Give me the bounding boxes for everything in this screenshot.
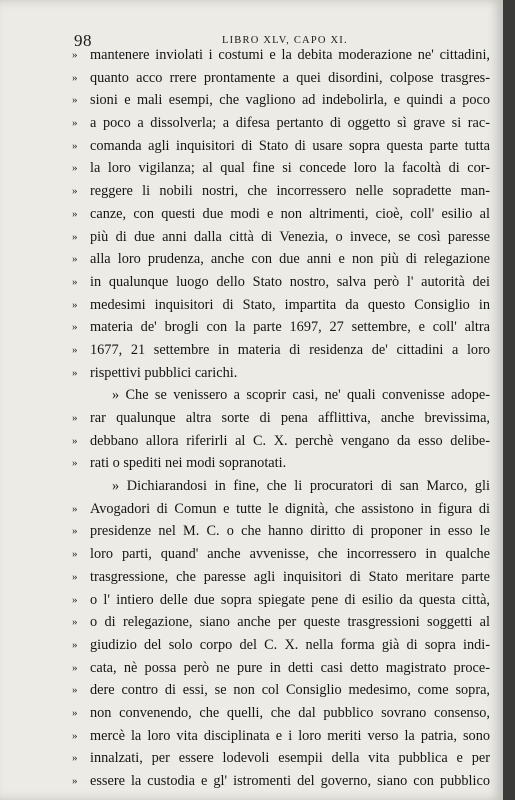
- quote-mark: »: [72, 185, 78, 198]
- text-line: [70, 407, 490, 430]
- text-line: [70, 89, 490, 112]
- text-line: [70, 702, 490, 725]
- text-line: [70, 44, 490, 67]
- quote-mark: »: [72, 253, 78, 266]
- quote-mark: »: [72, 729, 78, 742]
- line-text: comanda agli inquisitori di Stato di usare sopra questa parte tutta: [90, 137, 490, 154]
- page-number: 98: [74, 31, 92, 50]
- line-text: reggere li nobili nostri, che incorressero nelle sopradette man-: [90, 183, 490, 200]
- quote-mark: »: [72, 638, 78, 651]
- text-line: [70, 589, 490, 612]
- text-line: [70, 316, 490, 339]
- quote-mark: »: [72, 457, 78, 470]
- quote-mark: »: [72, 434, 78, 447]
- text-line: [70, 180, 490, 203]
- quote-mark: »: [72, 321, 78, 334]
- line-text: quanto acco rrere prontamente a quei disordini, colpose trasgres-: [90, 69, 490, 86]
- line-text: o di relegazione, siano anche per queste trasgressioni soggetti al: [90, 614, 490, 631]
- line-text: essere la custodia e gl' istromenti del governo, siano con pubblico: [90, 773, 490, 789]
- line-text: più di due anni dalla città di Venezia, o invece, se così paresse: [90, 228, 490, 245]
- text-line: [70, 157, 490, 180]
- quote-mark: »: [72, 298, 78, 311]
- line-text: » Dichiarandosi in fine, che li procuratori di san Marco, gli: [112, 478, 490, 495]
- line-text: in qualunque luogo dello Stato nostro, salva però l' autorità dei: [90, 273, 490, 290]
- line-text: la loro vigilanza; al qual fine si concede loro la facoltà di cor-: [90, 160, 490, 177]
- quote-mark: »: [72, 548, 78, 561]
- quote-mark: »: [72, 570, 78, 583]
- text-line: [70, 475, 490, 498]
- text-line: [70, 248, 490, 271]
- quote-mark: »: [72, 706, 78, 719]
- line-text: cata, nè possa però ne pure in detti casi detto magistrato proce-: [90, 659, 490, 676]
- text-line: [70, 271, 490, 294]
- text-line: [70, 112, 490, 135]
- quote-mark: »: [72, 94, 78, 107]
- quote-mark: »: [72, 684, 78, 697]
- text-line: [70, 770, 490, 793]
- line-text: innalzati, per essere lodevoli esempii della vita pubblica e per: [90, 750, 490, 767]
- line-text: rati o spediti nei modi sopranotati.: [90, 455, 287, 472]
- line-text: trasgressione, che paresse agli inquisitori di Stato meritare parte: [90, 568, 490, 585]
- text-line: [70, 226, 490, 249]
- quote-mark: »: [72, 162, 78, 175]
- quote-mark: »: [72, 593, 78, 606]
- line-text: alla loro prudenza, anche con due anni e non più di relegazione: [90, 251, 490, 268]
- quote-mark: »: [72, 207, 78, 220]
- text-line: [70, 294, 490, 317]
- quote-mark: »: [72, 230, 78, 243]
- text-line: [70, 520, 490, 543]
- quote-mark: »: [72, 616, 78, 629]
- quote-mark: »: [72, 275, 78, 288]
- text-line: [70, 747, 490, 770]
- quote-mark: »: [72, 343, 78, 356]
- text-line: [70, 67, 490, 90]
- line-text: sioni e mali esempi, che vagliono ad indebolirla, e quindi a poco: [90, 92, 490, 109]
- quote-mark: »: [72, 71, 78, 84]
- quote-mark: »: [72, 502, 78, 515]
- line-text: canze, con questi due modi e non altrimenti, cioè, coll' esilio al: [90, 205, 490, 222]
- text-line: [70, 543, 490, 566]
- text-line: [70, 430, 490, 453]
- text-line: [70, 362, 490, 385]
- quote-mark: »: [72, 366, 78, 379]
- quote-mark: »: [72, 775, 78, 787]
- line-text: Avogadori di Comun e tutte le dignità, che assistono in figura di: [90, 500, 490, 517]
- line-text: mercè la loro vita disciplinata e i loro meriti verso la patria, sono: [90, 727, 490, 744]
- line-text: mantenere inviolati i costumi e la debita moderazione ne' cittadini,: [90, 47, 490, 63]
- running-title: LIBRO XLV, CAPO XI.: [222, 35, 348, 46]
- text-line: [70, 452, 490, 475]
- text-line: [70, 634, 490, 657]
- line-text: presidenze nel M. C. o che hanno diritto di proponer in esso le: [90, 523, 490, 540]
- line-text: rispettivi pubblici carichi.: [90, 364, 238, 381]
- line-text: » Che se venissero a scoprir casi, ne' quali convenisse adope-: [112, 387, 490, 404]
- quote-mark: »: [72, 525, 78, 538]
- quote-mark: »: [72, 49, 78, 61]
- text-line: [70, 498, 490, 521]
- text-line: [70, 657, 490, 680]
- line-text: non convenendo, che quelli, che dal pubblico sovrano consenso,: [90, 704, 490, 721]
- text-line: [70, 611, 490, 634]
- text-line: [70, 725, 490, 748]
- line-text: rar qualunque altra sorte di pena afflittiva, anche brevissima,: [90, 410, 490, 426]
- line-text: debbano allora riferirli al C. X. perchè vengano da esso delibe-: [90, 432, 490, 449]
- text-line: [70, 339, 490, 362]
- quote-mark: »: [72, 139, 78, 152]
- quote-mark: »: [72, 117, 78, 130]
- body-text: [70, 44, 490, 793]
- line-text: a poco a dissolverla; a difesa pertanto di oggetto sì grave si rac-: [90, 115, 490, 132]
- line-text: materia de' brogli con la parte 1697, 27 settembre, e coll' altra: [90, 319, 490, 336]
- line-text: dere contro di essi, se non col Consiglio medesimo, come sopra,: [90, 682, 490, 699]
- line-text: 1677, 21 settembre in materia di residenza de' cittadini a loro: [90, 341, 490, 358]
- quote-mark: »: [72, 661, 78, 674]
- line-text: giudizio del solo corpo del C. X. nella forma già di sopra indi-: [90, 636, 490, 653]
- text-line: [70, 203, 490, 226]
- line-text: loro parti, quand' anche avvenisse, che incorressero in qualche: [90, 546, 490, 563]
- line-text: medesimi inquisitori di Stato, impartita da questo Consiglio in: [90, 296, 490, 313]
- text-line: [70, 135, 490, 158]
- quote-mark: »: [72, 412, 78, 424]
- text-line: [70, 566, 490, 589]
- line-text: o l' intiero delle due sopra spiegate pene di esilio da questa città,: [90, 591, 490, 608]
- text-line: [70, 384, 490, 407]
- quote-mark: »: [72, 752, 78, 765]
- text-line: [70, 679, 490, 702]
